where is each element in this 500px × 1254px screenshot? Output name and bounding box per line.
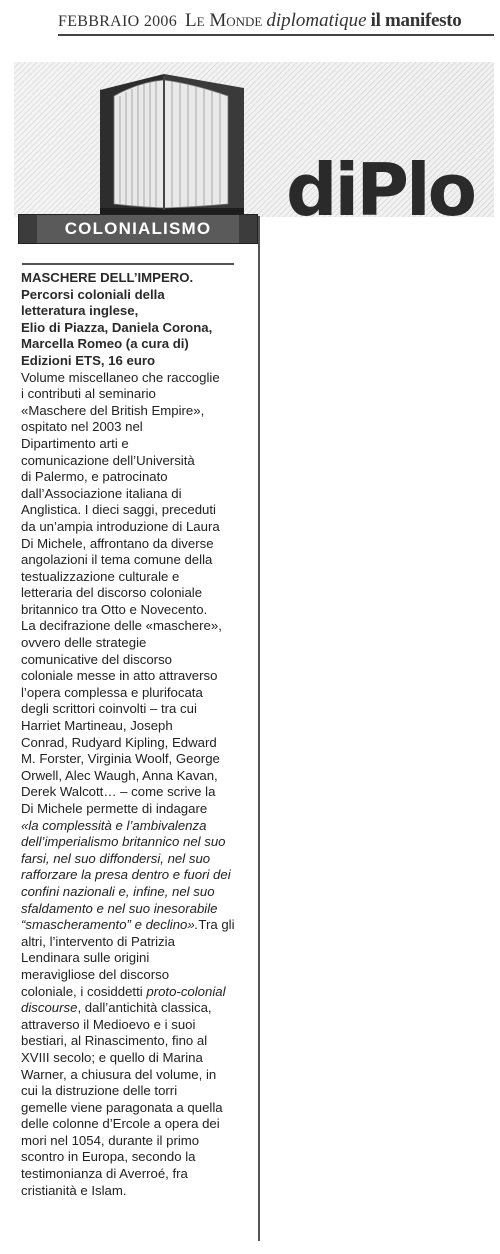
body-line: testualizzazione culturale e (21, 568, 180, 584)
section-label: COLONIALISMO (37, 215, 239, 243)
book-icon (100, 74, 244, 214)
masthead-le-monde: Le Monde (185, 10, 263, 31)
body-line: XVIII secolo; e quello di Marina (21, 1049, 203, 1065)
body-line: mori nel 1054, durante il primo (21, 1132, 200, 1148)
body-line: i contributi al seminario (21, 386, 156, 402)
body-line: ospitato nel 2003 nel (21, 419, 143, 435)
headline-rule (22, 263, 234, 265)
body-line: «Maschere del British Empire», (21, 402, 205, 418)
book-authors-line-2: Marcella Romeo (a cura di) (21, 336, 189, 352)
body-line: Harriet Martineau, Joseph (21, 718, 173, 734)
article (21, 270, 255, 1199)
body-line: M. Forster, Virginia Woolf, George (21, 751, 220, 767)
body-line: comunicative del discorso (21, 651, 172, 667)
body-line: meravigliose del discorso (21, 966, 170, 982)
body-line: Anglistica. I dieci saggi, preceduti (21, 502, 216, 518)
body-line: coloniale messe in atto attraverso (21, 668, 218, 684)
body-line: cristianità e Islam. (21, 1182, 127, 1198)
body-line: Di Michele, affrontano da diverse (21, 535, 214, 551)
book-publisher-price: Edizioni ETS, 16 euro (21, 352, 156, 368)
body-line: comunicazione dell’Università (21, 452, 195, 468)
quote-tail: Tra gli (198, 917, 235, 933)
body-line: Volume miscellaneo che raccoglie (21, 369, 220, 385)
quote-line: rafforzare la presa dentro e fuori dei (21, 867, 231, 883)
book-subtitle-line-1: Percorsi coloniali della (21, 286, 165, 302)
article-body (21, 370, 255, 1200)
body-line: letteraria del discorso coloniale (21, 585, 203, 601)
quote-line: farsi, nel suo diffondersi, nel suo (21, 850, 211, 866)
section-header (18, 214, 258, 244)
body-line: cui la distruzione delle torri (21, 1083, 178, 1099)
column-divider (258, 216, 260, 1241)
quote-line: dell’imperialismo britannico nel suo (21, 834, 226, 850)
body-line: Di Michele permette di indagare (21, 801, 208, 816)
body-line-with-italic (21, 984, 255, 1001)
quote-line: sfaldamento e nel suo inesorabile (21, 900, 218, 916)
quote-line: confini nazionali e, infine, nel suo (21, 883, 215, 899)
body-line: Conrad, Rudyard Kipling, Edward (21, 734, 217, 750)
body-fragment: , dall’antichità classica, (77, 1000, 212, 1016)
body-line: di Palermo, e patrocinato (21, 469, 168, 485)
quote-line: “smascheramento” e declino». (21, 917, 199, 933)
book-info (21, 270, 255, 370)
body-line-with-italic (21, 1000, 255, 1017)
body-line: scontro in Europa, secondo la (21, 1149, 196, 1165)
body-line: Lendinara sulle origini (21, 950, 150, 966)
body-line: gemelle viene paragonata a quella (21, 1099, 223, 1115)
body-line: delle colonne d’Ercole a opera dei (21, 1116, 220, 1132)
quote-line: «la complessità e l’ambivalenza (21, 817, 207, 833)
masthead (58, 10, 494, 36)
body-line: attraverso il Medioevo e i suoi (21, 1016, 196, 1032)
body-line: britannico tra Otto e Novecento. (21, 601, 208, 617)
body-line: La decifrazione delle «maschere», (21, 618, 222, 634)
proto-colonial-term: proto-colonial (146, 983, 226, 999)
body-line: dall’Associazione italiana di (21, 485, 182, 501)
diplo-logo: diPlo (286, 148, 475, 232)
book-subtitle-line-2: letteratura inglese, (21, 303, 139, 319)
book-authors-line-1: Elio di Piazza, Daniela Corona, (21, 319, 213, 335)
book-title: MASCHERE DELL’IMPERO. (21, 270, 194, 285)
body-line: bestiari, al Rinascimento, fino al (21, 1033, 208, 1049)
masthead-date: FEBBRAIO 2006 (58, 13, 178, 30)
body-line: l’opera complessa e plurifocata (21, 684, 203, 700)
body-line: da un’ampia introduzione di Laura (21, 518, 220, 534)
body-line: Dipartimento arti e (21, 435, 129, 451)
body-line: testimonianza di Averroé, fra (21, 1166, 188, 1182)
body-line: altri, l’intervento di Patrizia (21, 933, 175, 949)
masthead-il-manifesto: il manifesto (370, 10, 462, 31)
body-line: angolazioni il tema comune della (21, 552, 213, 568)
body-line: Orwell, Alec Waugh, Anna Kavan, (21, 767, 218, 783)
discourse-term: discourse (21, 1000, 78, 1016)
body-line: degli scrittori coinvolti – tra cui (21, 701, 197, 717)
body-line: ovvero delle strategie (21, 635, 147, 651)
body-line: Warner, a chiusura del volume, in (21, 1066, 217, 1082)
body-line: Derek Walcott… – come scrive la (21, 784, 216, 800)
quote-end-line (21, 917, 255, 934)
body-fragment: coloniale, i cosiddetti (21, 983, 143, 999)
masthead-diplomatique: diplomatique (266, 10, 367, 31)
